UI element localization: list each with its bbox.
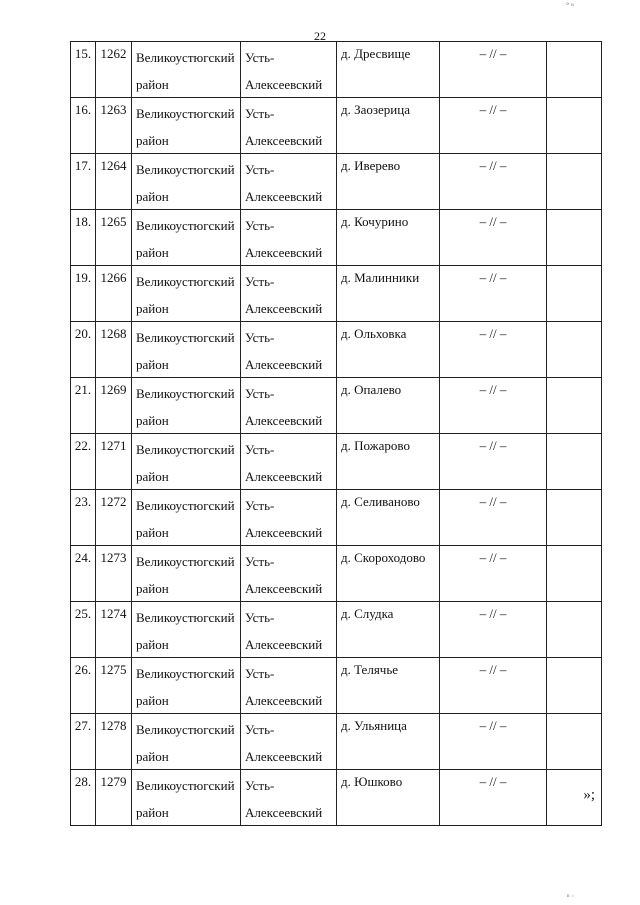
- settlement-line-1: Усть-: [245, 162, 275, 177]
- place-cell: [337, 490, 440, 546]
- district-line-1: Великоустюгский: [136, 274, 235, 289]
- row-number: 25.: [74, 606, 92, 621]
- place-name: д. Селиваново: [341, 494, 420, 509]
- place-cell: [337, 322, 440, 378]
- ditto-cell: [440, 322, 547, 378]
- place-name: д. Опалево: [341, 382, 402, 397]
- row-number-cell: [71, 546, 96, 602]
- place-name: д. Ульяница: [341, 718, 407, 733]
- table-row: [71, 98, 602, 154]
- ditto-mark: – // –: [479, 774, 507, 789]
- place-cell: [337, 434, 440, 490]
- last-cell: [547, 210, 602, 266]
- code-value: 1278: [100, 718, 127, 733]
- closing-mark: [547, 98, 601, 116]
- ditto-cell: [440, 42, 547, 98]
- code-cell: [96, 490, 132, 546]
- place-cell: [337, 714, 440, 770]
- ditto-mark: – // –: [479, 214, 507, 229]
- row-number: 27.: [74, 718, 92, 733]
- code-value: 1265: [100, 214, 127, 229]
- code-cell: [96, 546, 132, 602]
- settlement-cell: [241, 42, 337, 98]
- place-cell: [337, 98, 440, 154]
- ditto-cell: [440, 210, 547, 266]
- table-row: [71, 714, 602, 770]
- table-row: [71, 490, 602, 546]
- district-cell: [132, 602, 241, 658]
- last-cell: [547, 602, 602, 658]
- place-cell: [337, 378, 440, 434]
- place-name: д. Иверево: [341, 158, 401, 173]
- code-cell: [96, 266, 132, 322]
- district-line-1: Великоустюгский: [136, 106, 235, 121]
- row-number-cell: [71, 42, 96, 98]
- closing-mark: [547, 714, 601, 732]
- closing-mark: [547, 210, 601, 228]
- district-cell: [132, 322, 241, 378]
- code-value: 1262: [100, 46, 127, 61]
- closing-mark: [547, 378, 601, 396]
- row-number: 17.: [74, 158, 92, 173]
- district-line-2: район: [136, 189, 169, 204]
- district-line-1: Великоустюгский: [136, 162, 235, 177]
- settlement-line-2: Алексеевский: [245, 413, 323, 428]
- ditto-mark: – // –: [479, 102, 507, 117]
- settlement-cell: [241, 322, 337, 378]
- district-line-1: Великоустюгский: [136, 386, 235, 401]
- table-row: [71, 154, 602, 210]
- place-name: д. Малинники: [341, 270, 420, 285]
- closing-mark: [547, 266, 601, 284]
- ditto-cell: [440, 714, 547, 770]
- settlements-table: [70, 41, 602, 826]
- code-value: 1272: [100, 494, 127, 509]
- settlement-line-2: Алексеевский: [245, 133, 323, 148]
- row-number: 24.: [74, 550, 92, 565]
- ditto-mark: – // –: [479, 326, 507, 341]
- settlement-cell: [241, 378, 337, 434]
- ditto-cell: [440, 770, 547, 826]
- settlement-line-2: Алексеевский: [245, 637, 323, 652]
- row-number: 23.: [74, 494, 92, 509]
- row-number: 15.: [74, 46, 92, 61]
- place-name: д. Телячье: [341, 662, 399, 677]
- ditto-mark: – // –: [479, 46, 507, 61]
- code-value: 1274: [100, 606, 127, 621]
- settlement-line-1: Усть-: [245, 274, 275, 289]
- place-name: д. Скороходово: [341, 550, 426, 565]
- last-cell: [547, 546, 602, 602]
- ditto-mark: – // –: [479, 494, 507, 509]
- settlement-line-1: Усть-: [245, 330, 275, 345]
- table-row: [71, 602, 602, 658]
- row-number: 22.: [74, 438, 92, 453]
- code-value: 1263: [100, 102, 127, 117]
- last-cell: [547, 98, 602, 154]
- table-row: [71, 322, 602, 378]
- table-row: [71, 266, 602, 322]
- code-value: 1266: [100, 270, 127, 285]
- settlement-line-1: Усть-: [245, 554, 275, 569]
- code-value: 1268: [100, 326, 127, 341]
- district-line-2: район: [136, 133, 169, 148]
- row-number-cell: [71, 434, 96, 490]
- code-value: 1275: [100, 662, 127, 677]
- district-line-1: Великоустюгский: [136, 218, 235, 233]
- district-line-2: район: [136, 245, 169, 260]
- district-line-1: Великоустюгский: [136, 778, 235, 793]
- last-cell: [547, 266, 602, 322]
- district-cell: [132, 378, 241, 434]
- closing-mark: [547, 490, 601, 508]
- district-line-1: Великоустюгский: [136, 498, 235, 513]
- district-line-2: район: [136, 77, 169, 92]
- settlement-cell: [241, 770, 337, 826]
- table-row: [71, 42, 602, 98]
- table-row: [71, 770, 602, 826]
- settlement-line-2: Алексеевский: [245, 77, 323, 92]
- settlement-line-1: Усть-: [245, 218, 275, 233]
- place-cell: [337, 154, 440, 210]
- ditto-cell: [440, 266, 547, 322]
- settlement-line-2: Алексеевский: [245, 469, 323, 484]
- table-row: [71, 658, 602, 714]
- place-name: д. Пожарово: [341, 438, 410, 453]
- closing-mark: [547, 322, 601, 340]
- code-cell: [96, 98, 132, 154]
- code-cell: [96, 714, 132, 770]
- settlement-line-1: Усть-: [245, 386, 275, 401]
- district-cell: [132, 714, 241, 770]
- ditto-cell: [440, 546, 547, 602]
- ditto-cell: [440, 378, 547, 434]
- district-cell: [132, 658, 241, 714]
- closing-mark: [547, 42, 601, 60]
- last-cell: [547, 490, 602, 546]
- closing-mark: [547, 154, 601, 172]
- place-cell: [337, 546, 440, 602]
- last-cell: [547, 770, 602, 826]
- place-cell: [337, 658, 440, 714]
- settlement-cell: [241, 602, 337, 658]
- ditto-mark: – // –: [479, 550, 507, 565]
- settlement-line-1: Усть-: [245, 442, 275, 457]
- district-cell: [132, 770, 241, 826]
- settlement-cell: [241, 714, 337, 770]
- row-number: 28.: [74, 774, 92, 789]
- row-number-cell: [71, 322, 96, 378]
- table-row: [71, 434, 602, 490]
- closing-mark: [547, 602, 601, 620]
- settlement-cell: [241, 546, 337, 602]
- place-name: д. Кочурино: [341, 214, 409, 229]
- ditto-mark: – // –: [479, 382, 507, 397]
- last-cell: [547, 154, 602, 210]
- ditto-cell: [440, 602, 547, 658]
- settlement-cell: [241, 266, 337, 322]
- district-line-2: район: [136, 469, 169, 484]
- row-number-cell: [71, 602, 96, 658]
- place-name: д. Заозерица: [341, 102, 410, 117]
- district-cell: [132, 42, 241, 98]
- row-number: 21.: [74, 382, 92, 397]
- last-cell: [547, 658, 602, 714]
- settlement-cell: [241, 210, 337, 266]
- table-body: [71, 42, 602, 826]
- district-cell: [132, 98, 241, 154]
- place-name: д. Дресвище: [341, 46, 411, 61]
- district-line-1: Великоустюгский: [136, 330, 235, 345]
- code-cell: [96, 770, 132, 826]
- district-line-1: Великоустюгский: [136, 722, 235, 737]
- row-number-cell: [71, 714, 96, 770]
- ditto-mark: – // –: [479, 270, 507, 285]
- row-number-cell: [71, 154, 96, 210]
- settlement-line-2: Алексеевский: [245, 693, 323, 708]
- page-number: 22: [314, 29, 326, 43]
- ditto-cell: [440, 490, 547, 546]
- settlement-cell: [241, 154, 337, 210]
- last-cell: [547, 42, 602, 98]
- settlement-line-2: Алексеевский: [245, 581, 323, 596]
- code-value: 1269: [100, 382, 127, 397]
- settlement-line-2: Алексеевский: [245, 245, 323, 260]
- ditto-mark: – // –: [479, 662, 507, 677]
- settlement-line-1: Усть-: [245, 106, 275, 121]
- settlement-line-1: Усть-: [245, 666, 275, 681]
- district-line-2: район: [136, 525, 169, 540]
- settlement-line-1: Усть-: [245, 50, 275, 65]
- closing-mark: »;: [583, 787, 595, 803]
- district-cell: [132, 154, 241, 210]
- code-value: 1279: [100, 774, 127, 789]
- district-line-1: Великоустюгский: [136, 666, 235, 681]
- district-cell: [132, 210, 241, 266]
- district-line-1: Великоустюгский: [136, 50, 235, 65]
- place-name: д. Ольховка: [341, 326, 407, 341]
- settlement-line-1: Усть-: [245, 722, 275, 737]
- closing-mark: [547, 658, 601, 676]
- code-cell: [96, 42, 132, 98]
- settlement-line-2: Алексеевский: [245, 357, 323, 372]
- place-cell: [337, 266, 440, 322]
- code-cell: [96, 154, 132, 210]
- ditto-cell: [440, 658, 547, 714]
- district-line-2: район: [136, 637, 169, 652]
- row-number-cell: [71, 770, 96, 826]
- row-number-cell: [71, 378, 96, 434]
- district-cell: [132, 266, 241, 322]
- settlement-line-2: Алексеевский: [245, 301, 323, 316]
- ditto-cell: [440, 98, 547, 154]
- table-row: [71, 378, 602, 434]
- place-name: д. Юшково: [341, 774, 403, 789]
- code-cell: [96, 322, 132, 378]
- settlement-line-2: Алексеевский: [245, 749, 323, 764]
- code-cell: [96, 378, 132, 434]
- code-cell: [96, 658, 132, 714]
- row-number-cell: [71, 266, 96, 322]
- settlement-line-2: Алексеевский: [245, 189, 323, 204]
- row-number: 20.: [74, 326, 92, 341]
- row-number: 19.: [74, 270, 92, 285]
- closing-mark: [547, 434, 601, 452]
- table-row: [71, 210, 602, 266]
- code-value: 1264: [100, 158, 127, 173]
- settlement-cell: [241, 434, 337, 490]
- code-cell: [96, 434, 132, 490]
- district-cell: [132, 434, 241, 490]
- row-number-cell: [71, 210, 96, 266]
- district-line-2: район: [136, 413, 169, 428]
- corner-mark-top: ° ⁿ: [566, 1, 574, 10]
- settlement-line-1: Усть-: [245, 778, 275, 793]
- code-cell: [96, 210, 132, 266]
- place-cell: [337, 770, 440, 826]
- district-line-2: район: [136, 301, 169, 316]
- settlement-line-1: Усть-: [245, 610, 275, 625]
- district-line-2: район: [136, 581, 169, 596]
- settlement-cell: [241, 490, 337, 546]
- district-line-2: район: [136, 805, 169, 820]
- table-row: [71, 546, 602, 602]
- last-cell: [547, 714, 602, 770]
- ditto-mark: – // –: [479, 158, 507, 173]
- district-cell: [132, 490, 241, 546]
- place-cell: [337, 210, 440, 266]
- last-cell: [547, 434, 602, 490]
- settlement-line-2: Алексеевский: [245, 525, 323, 540]
- row-number-cell: [71, 658, 96, 714]
- district-line-2: район: [136, 749, 169, 764]
- district-line-1: Великоустюгский: [136, 554, 235, 569]
- ditto-mark: – // –: [479, 606, 507, 621]
- row-number: 26.: [74, 662, 92, 677]
- code-value: 1271: [100, 438, 127, 453]
- district-line-1: Великоустюгский: [136, 610, 235, 625]
- settlement-line-1: Усть-: [245, 498, 275, 513]
- last-cell: [547, 322, 602, 378]
- district-line-2: район: [136, 357, 169, 372]
- district-cell: [132, 546, 241, 602]
- district-line-1: Великоустюгский: [136, 442, 235, 457]
- district-line-2: район: [136, 693, 169, 708]
- ditto-cell: [440, 154, 547, 210]
- ditto-mark: – // –: [479, 718, 507, 733]
- code-value: 1273: [100, 550, 127, 565]
- closing-mark: [547, 546, 601, 564]
- ditto-mark: – // –: [479, 438, 507, 453]
- row-number: 16.: [74, 102, 92, 117]
- place-cell: [337, 42, 440, 98]
- place-cell: [337, 602, 440, 658]
- place-name: д. Слудка: [341, 606, 394, 621]
- settlement-cell: [241, 658, 337, 714]
- last-cell: [547, 378, 602, 434]
- row-number-cell: [71, 490, 96, 546]
- row-number: 18.: [74, 214, 92, 229]
- corner-mark-bottom: ⁿ ·: [567, 892, 575, 901]
- ditto-cell: [440, 434, 547, 490]
- code-cell: [96, 602, 132, 658]
- row-number-cell: [71, 98, 96, 154]
- settlement-cell: [241, 98, 337, 154]
- settlement-line-2: Алексеевский: [245, 805, 323, 820]
